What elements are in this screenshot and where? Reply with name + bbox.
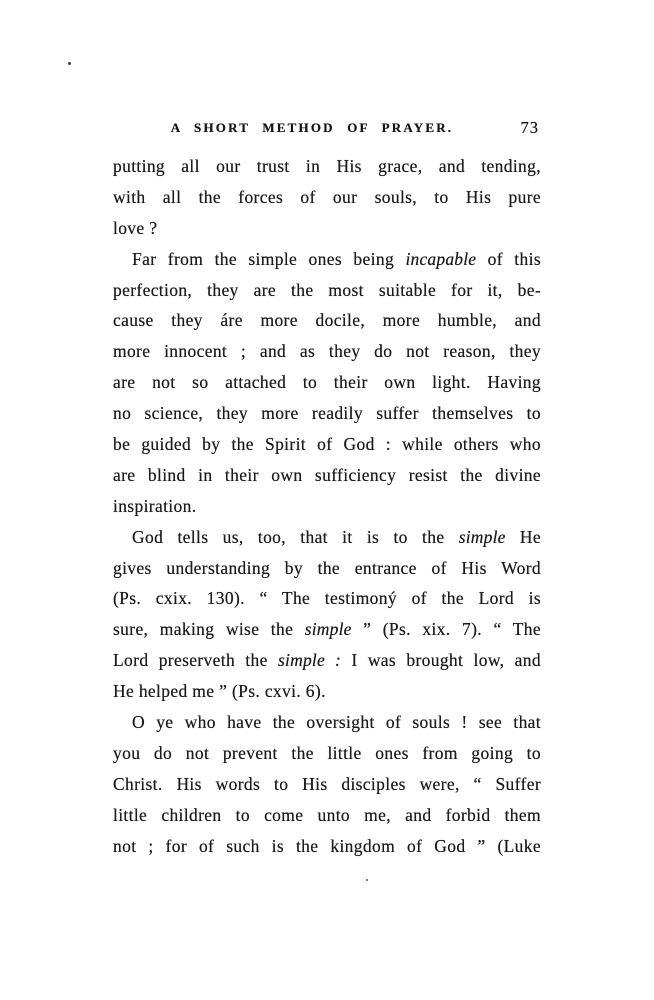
text-line: gives understanding by the entrance of His Word xyxy=(113,557,541,578)
text-line: Far from the simple ones being incapable of this xyxy=(132,248,541,269)
text-line: Christ. His words to His disciples were, “ Suffer xyxy=(113,773,541,794)
text-line: putting all our trust in His grace, and tending, xyxy=(113,156,541,176)
text-line: no science, they more readily suffer themselves to xyxy=(113,403,541,424)
text-line: not ; for of such is the kingdom of God ” (Luke xyxy=(113,835,541,856)
text-line: sure, making wise the simple ” (Ps. xix. 7). “ The xyxy=(113,619,541,640)
running-header xyxy=(113,120,541,138)
text-line: O ye who have the oversight of souls ! see that xyxy=(132,712,541,733)
text-line: perfection, they are the most suitable for it, be- xyxy=(113,279,541,300)
text-line: He helped me ” (Ps. cxvi. 6). xyxy=(113,681,326,702)
text-line: Lord preserveth the simple : I was brought low, and xyxy=(113,650,541,671)
page-body xyxy=(113,151,541,861)
text-line: inspiration. xyxy=(113,495,197,516)
page-number: 73 xyxy=(520,118,539,137)
text-line: you do not prevent the little ones from going to xyxy=(113,742,541,763)
text-line: (Ps. cxix. 130). “ The testimoný of the Lord is xyxy=(113,588,541,609)
text-line: are not so attached to their own light. Having xyxy=(113,372,541,393)
text-line: with all the forces of our souls, to His pure xyxy=(113,186,541,207)
scan-speck xyxy=(68,62,71,65)
text-line: cause they áre more docile, more humble, and xyxy=(113,310,541,331)
header-title: A SHORT METHOD OF PRAYER. xyxy=(170,120,454,135)
text-line: more innocent ; and as they do not reason, they xyxy=(113,341,541,362)
text-line: are blind in their own sufficiency resist the divine xyxy=(113,464,541,485)
text-line: little children to come unto me, and forbid them xyxy=(113,804,541,825)
text-line: be guided by the Spirit of God : while others who xyxy=(113,434,541,455)
text-line: love ? xyxy=(113,217,158,238)
text-line: God tells us, too, that it is to the simple He xyxy=(132,526,541,547)
scan-speck xyxy=(366,879,368,881)
